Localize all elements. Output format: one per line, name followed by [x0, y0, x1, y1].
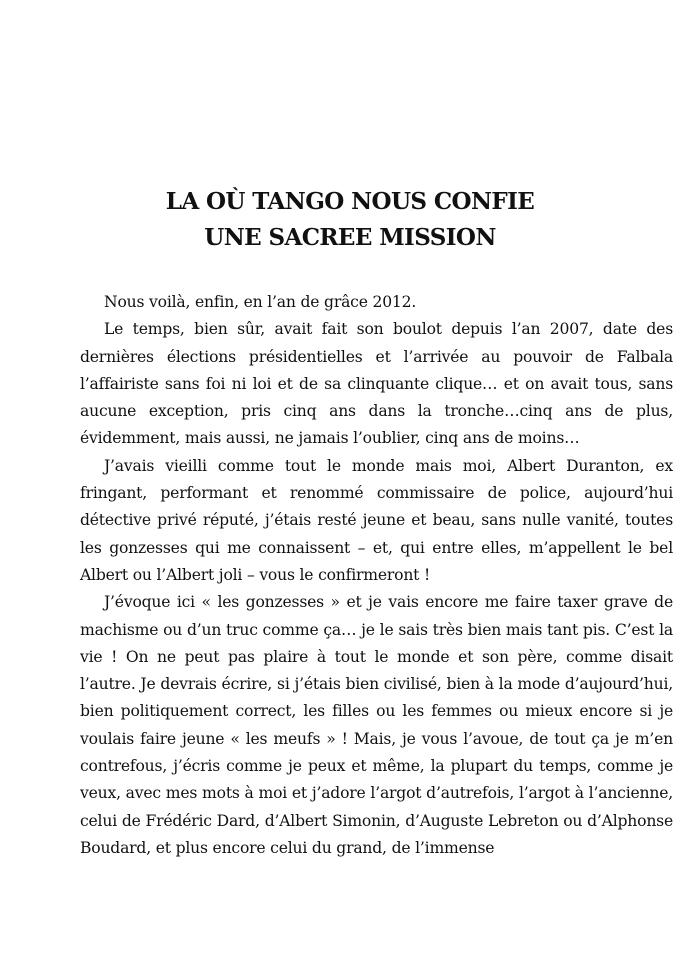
chapter-title — [0, 184, 700, 256]
paragraph-4: J’évoque ici « les gonzesses » et je vais encore me faire taxer grave de machisme ou d’un truc comme ça… je le sais très bien mais tant pis. C’est la vie ! On ne peut pas plaire à tout le monde et son père, comme disait l’autre. Je devrais écrire, si j’étais bien civilisé, bien à la mode d’aujourd’hui, bien politiquement correct, les filles ou les femmes ou mieux encore si je voulais faire jeune « les meufs » ! Mais, je vous l’avoue, de tout ça je m’en contrefous, j’écris comme je peux et même, la plupart du temps, comme je veux, avec mes mots à moi et j’adore l’argot d’autrefois, l’argot à l’ancienne, celui de Frédéric Dard, d’Albert Simonin, d’Auguste Lebreton ou d’Alphonse Boudard, et plus encore celui du grand, de l’immense — [80, 593, 673, 857]
chapter-title-line-2: UNE SACREE MISSION — [204, 224, 496, 251]
paragraph-3: J’avais vieilli comme tout le monde mais moi, Albert Duranton, ex fringant, performant et renommé commissaire de police, aujourd’hui détective privé réputé, j’étais resté jeune et beau, sans nulle vanité, toutes les gonzesses qui me connaissent – et, qui entre elles, m’appellent le bel Albert ou l’Albert joli – vous le confirmeront ! — [80, 456, 673, 584]
paragraph-2: Le temps, bien sûr, avait fait son boulot depuis l’an 2007, date des dernières élections présidentielles et l’arrivée au pouvoir de Falbala l’affairiste sans foi ni loi et de sa clinquante clique… et on avait tous, sans aucune exception, pris cinq ans dans la tronche…cinq ans de plus, évidemment, mais aussi, ne jamais l’oublier, cinq ans de moins… — [80, 320, 673, 448]
chapter-title-line-1: LA OÙ TANGO NOUS CONFIE — [165, 188, 535, 215]
chapter-body — [80, 289, 673, 862]
paragraph-1: Nous voilà, enfin, en l’an de grâce 2012. — [104, 293, 417, 311]
